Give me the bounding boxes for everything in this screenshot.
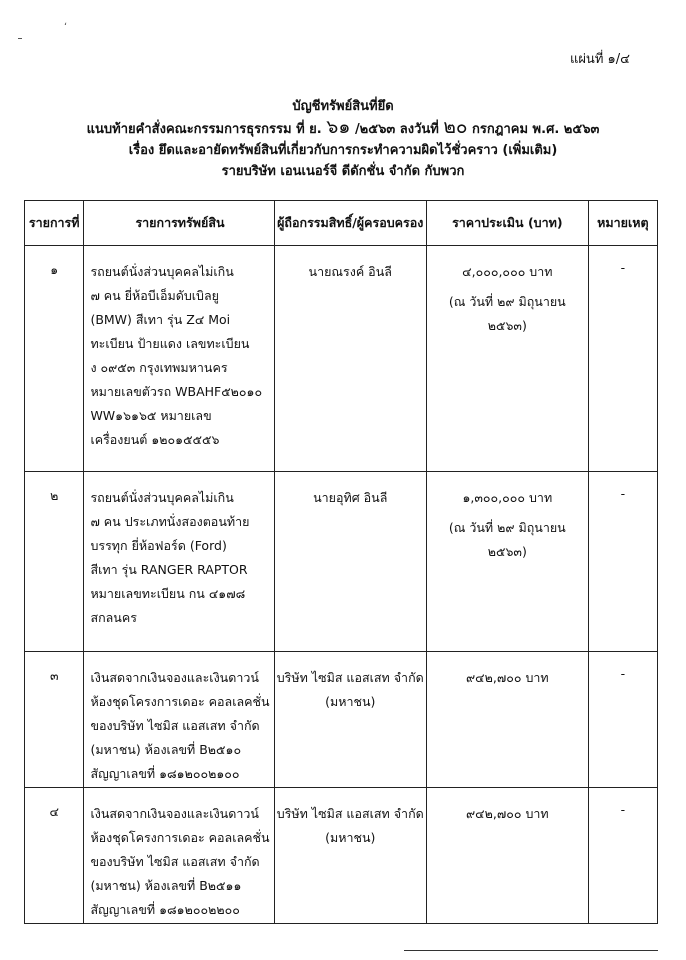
description-line: เครื่องยนต์ ๑๒๐๑๕๕๕๖ [90, 432, 220, 447]
item-number: ๔ [25, 788, 84, 924]
asset-owner [274, 652, 426, 788]
description-line: ๗ คน ประเภทนั่งสองตอนท้าย [90, 514, 250, 529]
asset-description [84, 652, 274, 788]
page-number: แผ่นที่ ๑/๔ [569, 52, 630, 67]
description-line: ของบริษัท ไซมิส แอสเสท จำกัด [90, 854, 260, 869]
description-line: WW๑๖๑๖๕ หมายเลข [90, 408, 212, 423]
valuation-date: (ณ วันที่ ๒๙ มิถุนายน ๒๕๖๓) [448, 294, 566, 333]
description-line: เงินสดจากเงินจองและเงินดาวน์ [90, 806, 259, 821]
table-row [25, 788, 658, 924]
description-line: (มหาชน) ห้องเลขที่ B๒๕๑๑ [90, 878, 242, 893]
description-line: ของบริษัท ไซมิส แอสเสท จำกัด [90, 718, 260, 733]
item-number: ๓ [25, 652, 84, 788]
document-title: บัญชีทรัพย์สินที่ยึด [292, 99, 394, 114]
asset-valuation [426, 246, 588, 472]
description-line: (BMW) สีเทา รุ่น Z๔ Moi [90, 312, 231, 327]
column-header: หมายเหตุ [588, 201, 657, 246]
description-line: รถยนต์นั่งส่วนบุคคลไม่เกิน [90, 264, 234, 279]
description-line: เงินสดจากเงินจองและเงินดาวน์ [90, 670, 259, 685]
asset-owner [274, 246, 426, 472]
table-row [25, 652, 658, 788]
valuation-amount: ๔,๐๐๐,๐๐๐ บาท [462, 264, 553, 279]
description-line: รถยนต์นั่งส่วนบุคคลไม่เกิน [90, 490, 234, 505]
asset-owner [274, 472, 426, 652]
scan-dash [18, 38, 22, 39]
asset-valuation [426, 472, 588, 652]
order-mid: /๒๕๖๓ ลงวันที่ [354, 122, 439, 137]
table-row [25, 472, 658, 652]
description-line: สัญญาเลขที่ ๑๘๑๒๐๐๒๒๐๐ [90, 902, 240, 917]
table-row [25, 246, 658, 472]
document-header [0, 96, 686, 182]
table-header-row [25, 201, 658, 246]
column-header: ผู้ถือกรรมสิทธิ์/ผู้ครอบครอง [274, 201, 426, 246]
owner-line: นายณรงค์ อินลี [308, 264, 392, 279]
description-line: ทะเบียน ป้ายแดง เลขทะเบียน [90, 336, 250, 351]
description-line: สัญญาเลขที่ ๑๘๑๒๐๐๒๑๐๐ [90, 766, 240, 781]
owner-line: บริษัท ไซมิส แอสเสท จำกัด [276, 670, 424, 685]
owner-line: นายอุทิศ อินลี [313, 490, 388, 505]
column-header: รายการที่ [25, 201, 84, 246]
scan-mark: ʻ [64, 22, 68, 33]
valuation-date: (ณ วันที่ ๒๙ มิถุนายน ๒๕๖๓) [448, 520, 566, 559]
order-prefix: แนบท้ายคำสั่งคณะกรรมการธุรกรรม ที่ ย. [86, 122, 322, 137]
description-line: หมายเลขตัวรถ WBAHF๕๒๐๑๐ [90, 384, 263, 399]
description-line: ห้องชุดโครงการเดอะ คอลเลคชั่น [90, 694, 270, 709]
valuation-amount: ๙๔๒,๗๐๐ บาท [465, 670, 549, 685]
document-party: รายบริษัท เอนเนอร์จี ดีดักชั่น จำกัด กับพวก [221, 164, 465, 179]
owner-line: บริษัท ไซมิส แอสเสท จำกัด [276, 806, 424, 821]
asset-valuation [426, 788, 588, 924]
asset-valuation [426, 652, 588, 788]
column-header: ราคาประเมิน (บาท) [426, 201, 588, 246]
item-number: ๑ [25, 246, 84, 472]
asset-owner [274, 788, 426, 924]
column-header: รายการทรัพย์สิน [84, 201, 274, 246]
asset-note: - [588, 246, 657, 472]
description-line: สกลนคร [90, 610, 137, 625]
asset-description [84, 472, 274, 652]
document-subject: เรื่อง ยึดและอายัดทรัพย์สินที่เกี่ยวกับการกระทำความผิดไว้ชั่วคราว (เพิ่มเติม) [128, 143, 558, 158]
description-line: ๗ คน ยี่ห้อบีเอ็มดับเบิลยู [90, 288, 219, 303]
description-line: ง ๐๙๕๓ กรุงเทพมหานคร [90, 360, 228, 375]
asset-description [84, 788, 274, 924]
footer-rule [404, 950, 658, 951]
asset-table-body [25, 246, 658, 924]
order-day-handwritten: ๒๐ [443, 116, 468, 138]
description-line: หมายเลขทะเบียน กน ๔๑๗๘ [90, 586, 246, 601]
description-line: สีเทา รุ่น RANGER RAPTOR [90, 562, 248, 577]
valuation-amount: ๙๔๒,๗๐๐ บาท [465, 806, 549, 821]
order-reference [0, 117, 686, 140]
asset-note: - [588, 788, 657, 924]
description-line: บรรทุก ยี่ห้อฟอร์ด (Ford) [90, 538, 227, 553]
valuation-amount: ๑,๓๐๐,๐๐๐ บาท [462, 490, 553, 505]
asset-table [24, 200, 658, 924]
asset-description [84, 246, 274, 472]
asset-note: - [588, 472, 657, 652]
description-line: (มหาชน) ห้องเลขที่ B๒๕๑๐ [90, 742, 242, 757]
asset-note: - [588, 652, 657, 788]
owner-line: (มหาชน) [325, 694, 376, 709]
description-line: ห้องชุดโครงการเดอะ คอลเลคชั่น [90, 830, 270, 845]
order-suffix: กรกฎาคม พ.ศ. ๒๕๖๓ [472, 122, 600, 137]
owner-line: (มหาชน) [325, 830, 376, 845]
item-number: ๒ [25, 472, 84, 652]
order-number-handwritten: ๖๑ [326, 116, 351, 138]
